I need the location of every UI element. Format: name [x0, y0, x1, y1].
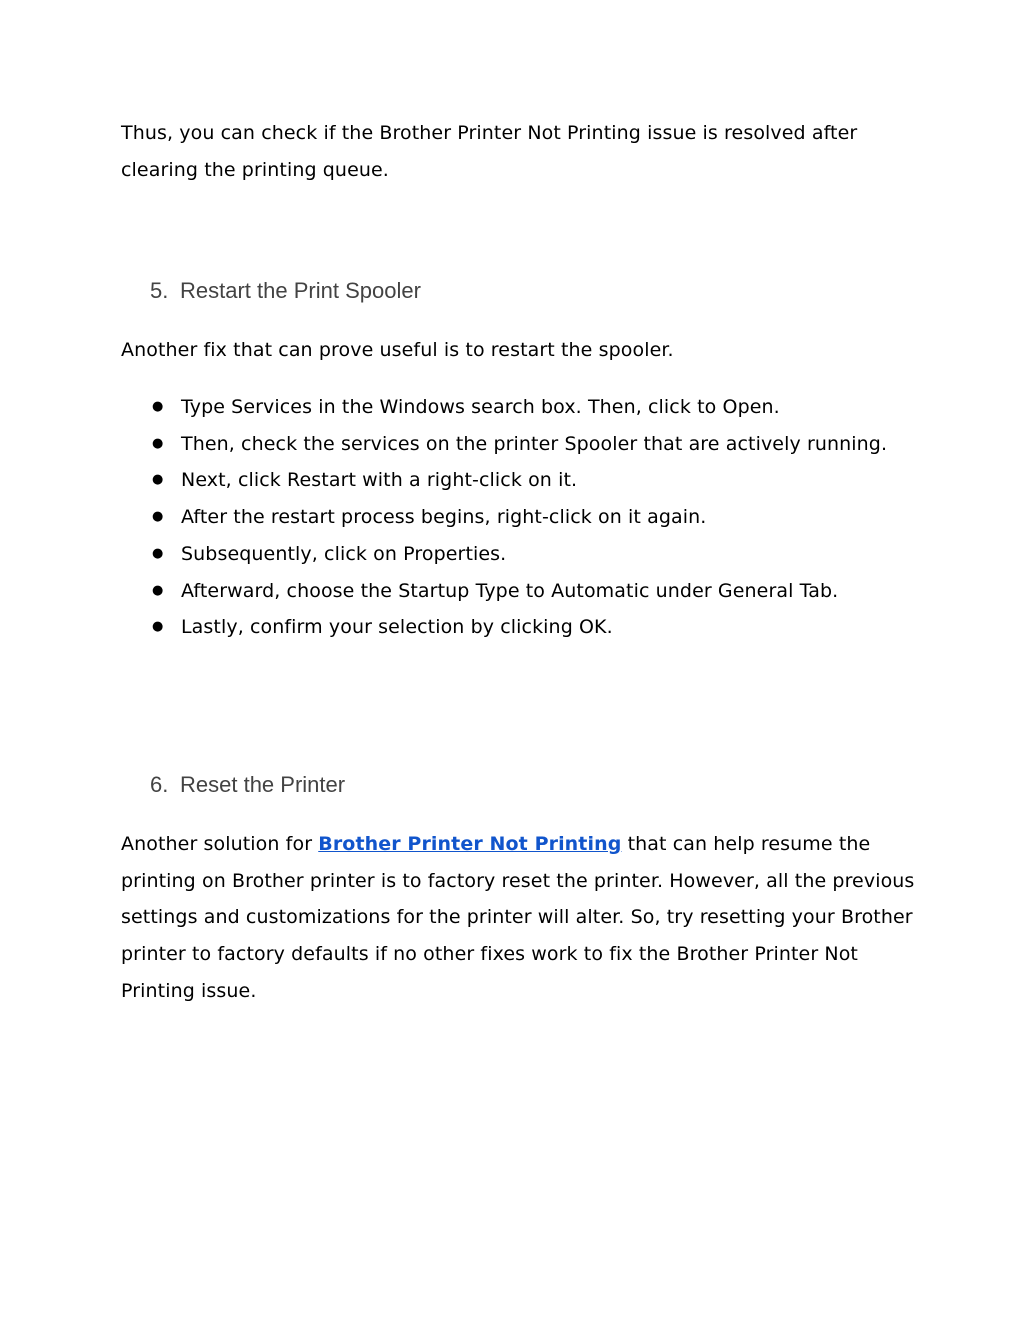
brother-printer-not-printing-link[interactable]: Brother Printer Not Printing: [318, 833, 622, 855]
step-text: Lastly, confirm your selection by clicking OK.: [181, 616, 613, 639]
bullet-icon: ●: [152, 582, 164, 598]
list-item: [121, 609, 911, 646]
list-item: [121, 462, 911, 499]
step-text: Next, click Restart with a right-click on it.: [181, 469, 578, 492]
step-text: Subsequently, click on Properties.: [181, 542, 507, 565]
section-5-paragraph: Another fix that can prove useful is to restart the spooler.: [121, 339, 674, 361]
bullet-icon: ●: [152, 472, 164, 488]
section-5-number: 5.: [150, 278, 169, 303]
bullet-icon: ●: [152, 545, 164, 561]
step-text: Type Services in the Windows search box. Then, click to Open.: [181, 396, 780, 418]
section-6-title: Reset the Printer: [180, 772, 346, 797]
step-text: After the restart process begins, right-click on it again.: [181, 506, 707, 529]
list-item: [121, 389, 911, 426]
section-6-paragraph: [121, 826, 921, 1010]
list-item: [121, 426, 911, 463]
bullet-icon: ●: [152, 509, 164, 525]
list-item: [121, 499, 911, 536]
section-5-heading: [150, 276, 421, 306]
section-6-heading: [150, 770, 345, 800]
list-item: [121, 573, 911, 610]
bullet-icon: ●: [152, 435, 164, 451]
paragraph-text-after-link: that can help resume the printing on Brother printer is to factory reset the printer. However, all the previous settings and customizations for the printer will alter. So, try resetting your Brother printer to factory defaults if no other fixes work to fix the Brother Printer Not Printing issue.: [121, 833, 915, 1002]
list-item: [121, 536, 911, 573]
paragraph-text-before-link: Another solution for: [121, 833, 319, 855]
step-text: Afterward, choose the Startup Type to Automatic under General Tab.: [181, 579, 839, 602]
step-text: Then, check the services on the printer Spooler that are actively running.: [181, 432, 888, 455]
section-6-number: 6.: [150, 772, 169, 797]
section-5-title: Restart the Print Spooler: [180, 278, 421, 303]
intro-paragraph: Thus, you can check if the Brother Printer Not Printing issue is resolved after clearing the printing queue.: [121, 122, 858, 181]
spooler-steps-list: [121, 389, 911, 646]
bullet-icon: ●: [152, 399, 164, 414]
bullet-icon: ●: [152, 619, 164, 635]
